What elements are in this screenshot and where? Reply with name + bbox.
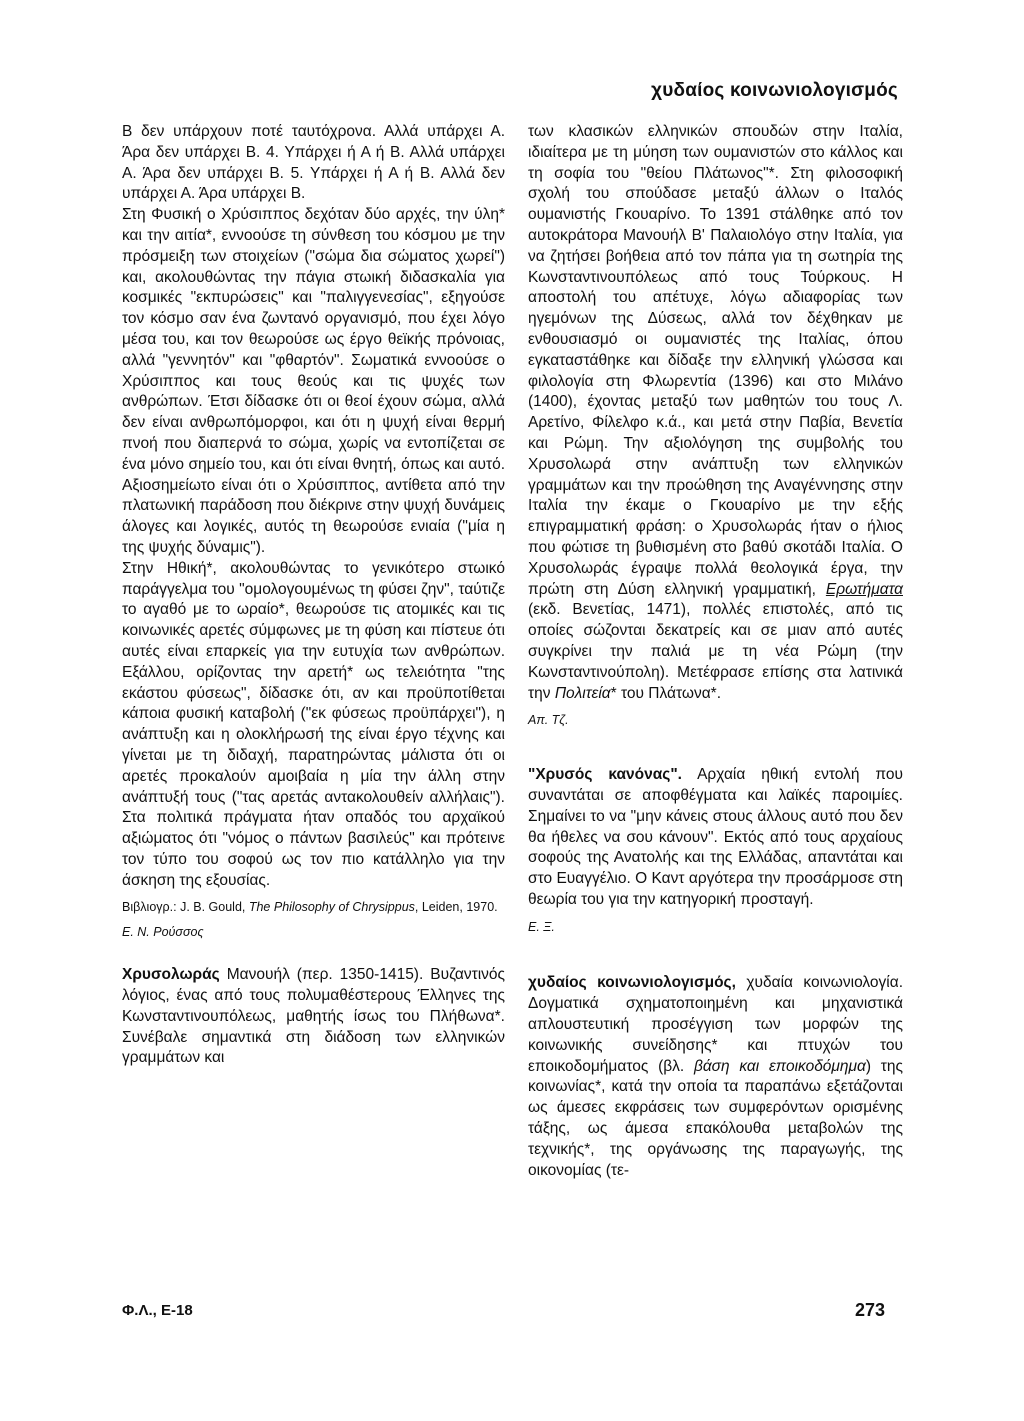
bibliography xyxy=(122,899,505,916)
author-signature: Απ. Τζ. xyxy=(528,713,569,728)
work-title: Πολιτεία xyxy=(554,684,611,702)
right-column xyxy=(528,122,903,1181)
paragraph: Β δεν υπάρχουν ποτέ ταυτόχρονα. Αλλά υπάρχει Α. Άρα δεν υπάρχει Β. 4. Υπάρχει ή Α ή Β. Αλλά υπάρχει Α. Άρα δεν υπάρχει Β. 5. Υπάρχει ή Α ή Β. Αλλά δεν υπάρχει Α. Άρα υπάρχει Β. xyxy=(122,123,505,203)
entry-text: χυδαία κοινωνιολογία. Δογματικά σχηματοποιημένη και μηχανιστικά απλουστευτική προσέγγιση των μορφών της κοινωνικής συνείδησης* και πτυχών του εποικοδομήματος (βλ. xyxy=(528,974,904,1075)
biblio-title: The Philosophy of Chrysippus xyxy=(248,900,415,915)
entry-text: ) της κοινωνίας*, κατά την οποία τα παραπάνω εξετάζονται ως άμεσες εκφράσεις των συμφερόντων ορισμένης τάξης, ως άμεσα επακόλουθα μεταβολών της τεχνικής*, της οργάνωσης της παραγωγής, της οικονομίας (τε- xyxy=(528,1057,903,1179)
text-run: * του Πλάτωνα*. xyxy=(610,684,722,702)
entry-text: Αρχαία ηθική εντολή που συναντάται σε αποφθέγματα και λαϊκές παροιμίες. Σημαίνει το να "μην κάνεις στους άλλους αυτό που δεν θα ήθελες να σου κάνουν". Εκτός από τους αρχαίους σοφούς της Ανατολής και της Ελλάδας, απαντάται και στο Ευαγγέλιο. Ο Καντ αργότερα την προσάρμοσε στη θεωρία του για την κατηγορική προσταγή. xyxy=(528,766,903,908)
footer-signature: Φ.Λ., Ε-18 xyxy=(122,1302,193,1319)
left-column xyxy=(122,122,505,1069)
biblio-prefix: Βιβλιογρ.: J. B. Gould, xyxy=(122,900,249,915)
author-signature: Ε. Ν. Ρούσσος xyxy=(122,925,204,940)
entry-headword: "Χρυσός κανόνας". xyxy=(528,766,682,784)
entry-text: Μανουήλ (περ. 1350-1415). Βυζαντινός λόγιος, ένας από τους πολυμαθέστερους Έλληνες της Κωνσταντινουπόλεως, μαθητής ίσως του Πλήθωνα*. Συνέβαλε σημαντικά στη διάδοση των ελληνικών γραμμάτων και xyxy=(122,966,505,1067)
running-head: χυδαίος κοινωνιολογισμός xyxy=(651,80,898,101)
cross-reference: βάση και εποικοδόμημα xyxy=(693,1057,866,1075)
page-number: 273 xyxy=(855,1300,886,1320)
paragraph xyxy=(528,122,903,704)
entry-golden-rule xyxy=(528,765,903,911)
entry-headword: Χρυσολωράς xyxy=(122,966,220,984)
text-run: (εκδ. Βενετίας, 1471), πολλές επιστολές, από τις οποίες σώζονται δεκατρείς και σε μιαν από αυτές συγκρίνει την παλιά με τη νέα Ρώμη (την Κωνσταντινούπολη). Μετέφρασε επίσης στα λατινικά την xyxy=(528,601,903,702)
work-title: Ερωτήματα xyxy=(825,580,903,598)
author-signature: Ε. Ξ. xyxy=(528,919,555,934)
entry-headword: χυδαίος κοινωνιολογισμός, xyxy=(528,974,736,992)
biblio-suffix: , Leiden, 1970. xyxy=(414,900,498,915)
entry-chrysoloras xyxy=(122,965,505,1069)
entry-vulgar-sociologism xyxy=(528,973,903,1181)
paragraph: Στη Φυσική ο Χρύσιππος δεχόταν δύο αρχές, την ύλη* και την αιτία*, εννοούσε τη σύνθεση του κόσμου με την πρόσμειξη των στοιχείων ("σώμα δια σώματος χωρεί") και, ακολουθώντας την πάγια στωική διδασκαλία για κοσμικές "εκπυρώσεις" και "παλιγγενεσίας", εξηγούσε τον κόσμο σαν ένα ζωντανό οργανισμό, που έχει λόγο μέσα του, και τον θεωρούσε ως έργο θεϊκής πρόνοιας, αλλά "γεννητόν" και "φθαρτόν". Σωματικά εννοούσε ο Χρύσιππος και τους θεούς και τις ψυχές των ανθρώπων. Έτσι δίδασκε ότι οι θεοί έχουν σώμα, αλλά δεν είναι ανθρωπόμορφοι, και ότι η ψυχή είναι θερμή πνοή που διαπερνά το σώμα, χωρίς να εντοπίζεται σε ένα μόνο σημείο του, και ότι είναι θνητή, όπως και αυτό. Αξιοσημείωτο είναι ότι ο Χρύσιππος, αντίθετα από την πλατωνική παράδοση που διέκρινε στην ψυχή δυνάμεις άλογες και λογικές, αυτός τη θεωρούσε ενιαία ("μία η της ψυχής δύναμις"). xyxy=(122,206,505,556)
paragraph: Στην Ηθική*, ακολουθώντας το γενικότερο στωικό παράγγελμα του "ομολογουμένως τη φύσει ζην", ταύτιζε το αγαθό με το ωραίο*, θεωρούσε τις ατομικές και τις κοινωνικές αρετές σύμφωνες με τη φύση και πίστευε ότι αυτές είναι επαρκείς για την ευτυχία των ανθρώπων. Εξάλλου, ορίζοντας την αρετή* ως τελειότητα "της εκάστου φύσεως", δίδασκε ότι, αν και προϋποτίθεται κάποια φυσική καταβολή ("εκ φύσεως προϋπάρχει"), η ανάπτυξη και η ολοκλήρωσή της είναι έργο τέχνης και γίνεται με τη διδαχή, παρατηρώντας μάλιστα ότι οι αρετές προκαλούν αμοιβαία η μία την άλλη στην ανάπτυξή τους ("τας αρετάς αντακολουθείν αλλήλαις"). Στα πολιτικά πράγματα ήταν οπαδός του αρχαϊκού αξιώματος ότι "νόμος ο πάντων βασιλεύς" και πρότεινε τον τύπο του σοφού ως τον πιο κατάλληλο για την άσκηση της εξουσίας. xyxy=(122,559,505,889)
text-run: των κλασικών ελληνικών σπουδών στην Ιταλία, ιδιαίτερα με τη μύηση των ουμανιστών στο κάλλος και τη σοφία του "θείου Πλάτωνος"*. Στη φιλοσοφική σχολή του σπούδασε μεταξύ άλλων ο Ιταλός ουμανιστής Γκουαρίνο. Το 1391 στάλθηκε από τον αυτοκράτορα Μανουήλ Β' Παλαιολόγο στην Ιταλία, για να ζητήσει βοήθεια από τον πάπα για τη σωτηρία της Κωνσταντινουπόλεως από τους Τούρκους. Η αποστολή του απέτυχε, λόγω αδιαφορίας των ηγεμόνων της Δύσεως, αλλά τον δέχθηκαν με ενθουσιασμό οι ουμανιστές της Ιταλίας, όπου εγκαταστάθηκε και δίδαξε την ελληνική γλώσσα και φιλολογία στη Φλωρεντία (1396) και στο Μιλάνο (1400), έχοντας μεταξύ των μαθητών του τους Λ. Αρετίνο, Φίλελφο κ.ά., και μετά στην Παβία, Βενετία και Ρώμη. Την αξιολόγηση της συμβολής του Χρυσολωρά στην ανάπτυξη των ελληνικών γραμμάτων και την προώθηση της Αναγέννησης στην Ιταλία την έκαμε ο Γκουαρίνο με την εξής επιγραμματική φράση: ο Χρυσολωράς ήταν ο ήλιος που φώτισε τη βυθισμένη στο βαθύ σκοτάδι Ιταλία. Ο Χρυσολωράς έγραψε πολλά θεολογικά έργα, την πρώτη στη Δύση ελληνική γραμματική, xyxy=(528,123,903,598)
